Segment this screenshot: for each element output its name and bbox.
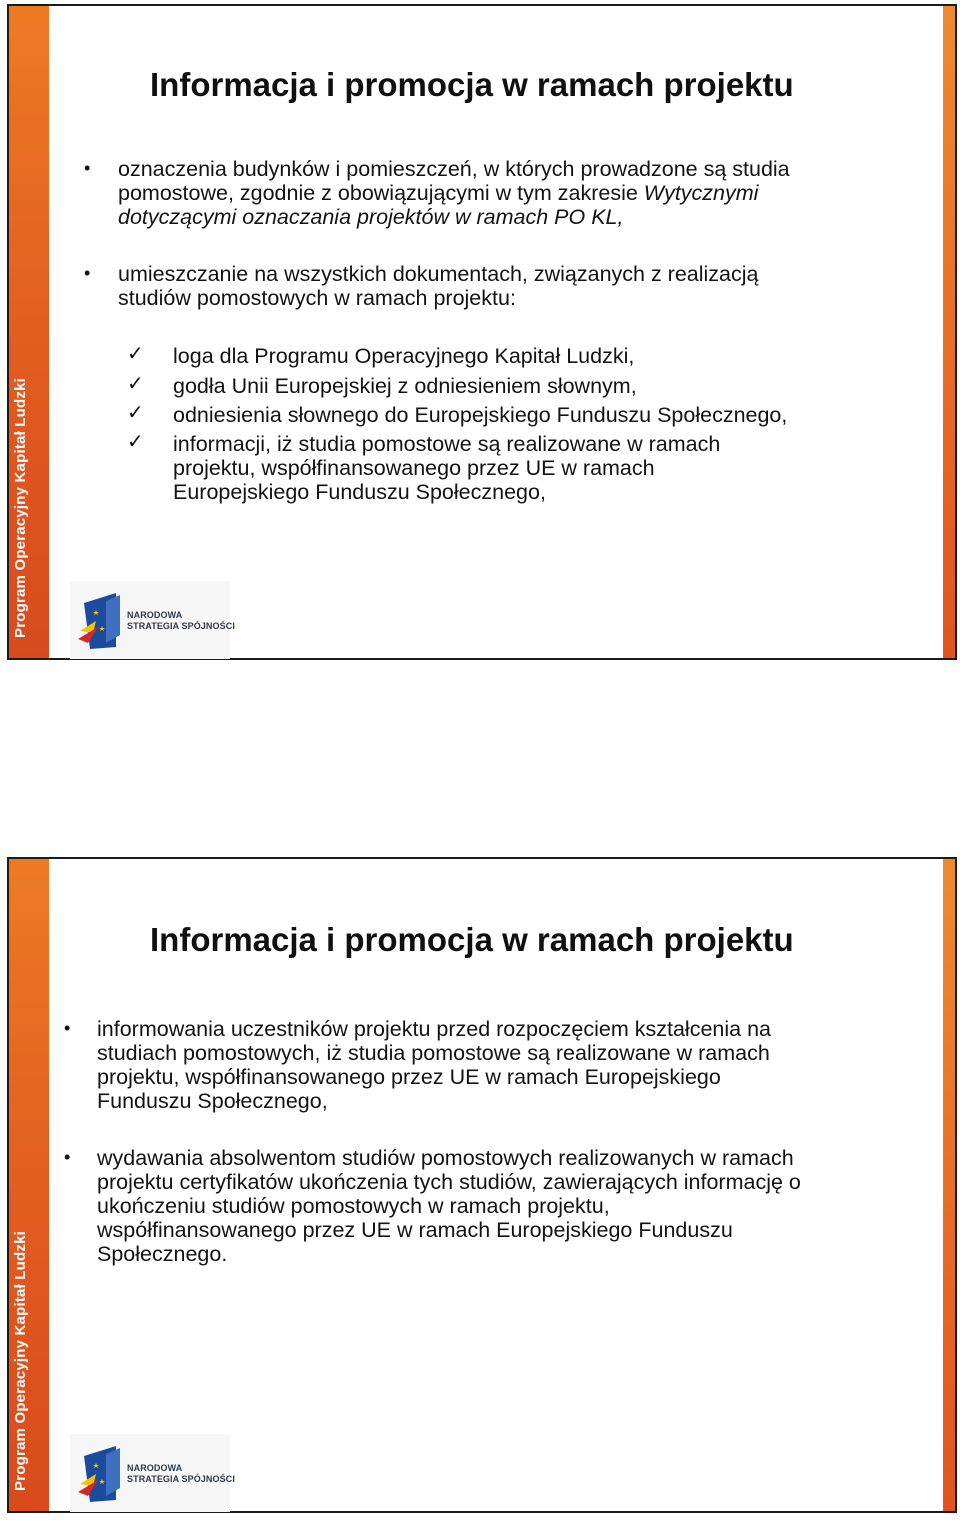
text-line: studiach pomostowych, iż studia pomostowe są realizowane w ramach [97, 1041, 770, 1065]
right-accent-bar [943, 6, 955, 658]
text-line: projektu certyfikatów ukończenia tych studiów, zawierających informację o [97, 1170, 801, 1194]
text-line: Społecznego. [97, 1242, 228, 1266]
text-line: Europejskiego Funduszu Społecznego, [173, 480, 546, 504]
bullet-icon: • [64, 1147, 71, 1167]
nss-emblem-icon [76, 1444, 122, 1504]
text-line: ukończeniu studiów pomostowych w ramach projektu, [97, 1194, 610, 1218]
bullet-icon: • [84, 158, 91, 178]
nss-emblem-icon [76, 591, 122, 651]
logo-line-1: NARODOWA [127, 1463, 183, 1473]
text-line: odniesienia słownego do Europejskiego Funduszu Społecznego, [173, 403, 788, 427]
right-accent-bar [943, 859, 955, 1511]
side-bar [9, 859, 49, 1511]
check-icon: ✓ [127, 341, 144, 365]
slide-2 [7, 857, 957, 1513]
slide-1 [7, 4, 957, 660]
check-icon: ✓ [127, 371, 144, 395]
check-item [173, 432, 893, 504]
bullet-item [118, 157, 898, 229]
text-line: umieszczanie na wszystkich dokumentach, związanych z realizacją [118, 262, 759, 286]
text-line: godła Unii Europejskiej z odniesieniem słownym, [173, 374, 637, 398]
text-line: współfinansowanego przez UE w ramach Europejskiego Funduszu [97, 1218, 733, 1242]
bullet-icon: • [64, 1018, 71, 1038]
check-item [173, 344, 893, 368]
text-line: projektu, współfinansowanego przez UE w ramach Europejskiego [97, 1065, 721, 1089]
logo-text [127, 1463, 235, 1485]
bullet-icon: • [84, 263, 91, 283]
text-line: oznaczenia budynków i pomieszczeń, w których prowadzone są studia [118, 157, 790, 181]
text-line: informowania uczestników projektu przed rozpoczęciem kształcenia na [97, 1017, 771, 1041]
check-item [173, 374, 893, 398]
text-line [118, 181, 898, 205]
program-name-vertical: Program Operacyjny Kapitał Ludzki [12, 1230, 29, 1491]
slide-title: Informacja i promocja w ramach projektu [150, 921, 794, 958]
text-line: dotyczącymi oznaczania projektów w ramach PO KL, [118, 205, 624, 229]
text-span: pomostowe, zgodnie z obowiązującymi w tym zakresie [118, 181, 644, 205]
program-name-vertical: Program Operacyjny Kapitał Ludzki [12, 377, 29, 638]
slide-title: Informacja i promocja w ramach projektu [150, 66, 794, 103]
bullet-item [97, 1017, 937, 1113]
logo-line-1: NARODOWA [127, 610, 183, 620]
nss-logo [70, 1434, 235, 1512]
bullet-item [97, 1146, 937, 1266]
check-icon: ✓ [127, 400, 144, 424]
check-icon: ✓ [127, 429, 144, 453]
italic-span: Wytycznymi [643, 181, 759, 205]
side-bar [9, 6, 49, 658]
text-line: wydawania absolwentom studiów pomostowych realizowanych w ramach [97, 1146, 794, 1170]
nss-logo [70, 581, 235, 659]
text-line: studiów pomostowych w ramach projektu: [118, 286, 516, 310]
text-line: projektu, współfinansowanego przez UE w ramach [173, 456, 655, 480]
check-item [173, 403, 893, 427]
bullet-item [118, 262, 898, 310]
text-line: Funduszu Społecznego, [97, 1089, 328, 1113]
logo-line-2: STRATEGIA SPÓJNOŚCI [127, 621, 235, 631]
logo-text [127, 610, 235, 632]
text-line: informacji, iż studia pomostowe są realizowane w ramach [173, 432, 721, 456]
text-line: loga dla Programu Operacyjnego Kapitał Ludzki, [173, 344, 635, 368]
logo-line-2: STRATEGIA SPÓJNOŚCI [127, 1474, 235, 1484]
